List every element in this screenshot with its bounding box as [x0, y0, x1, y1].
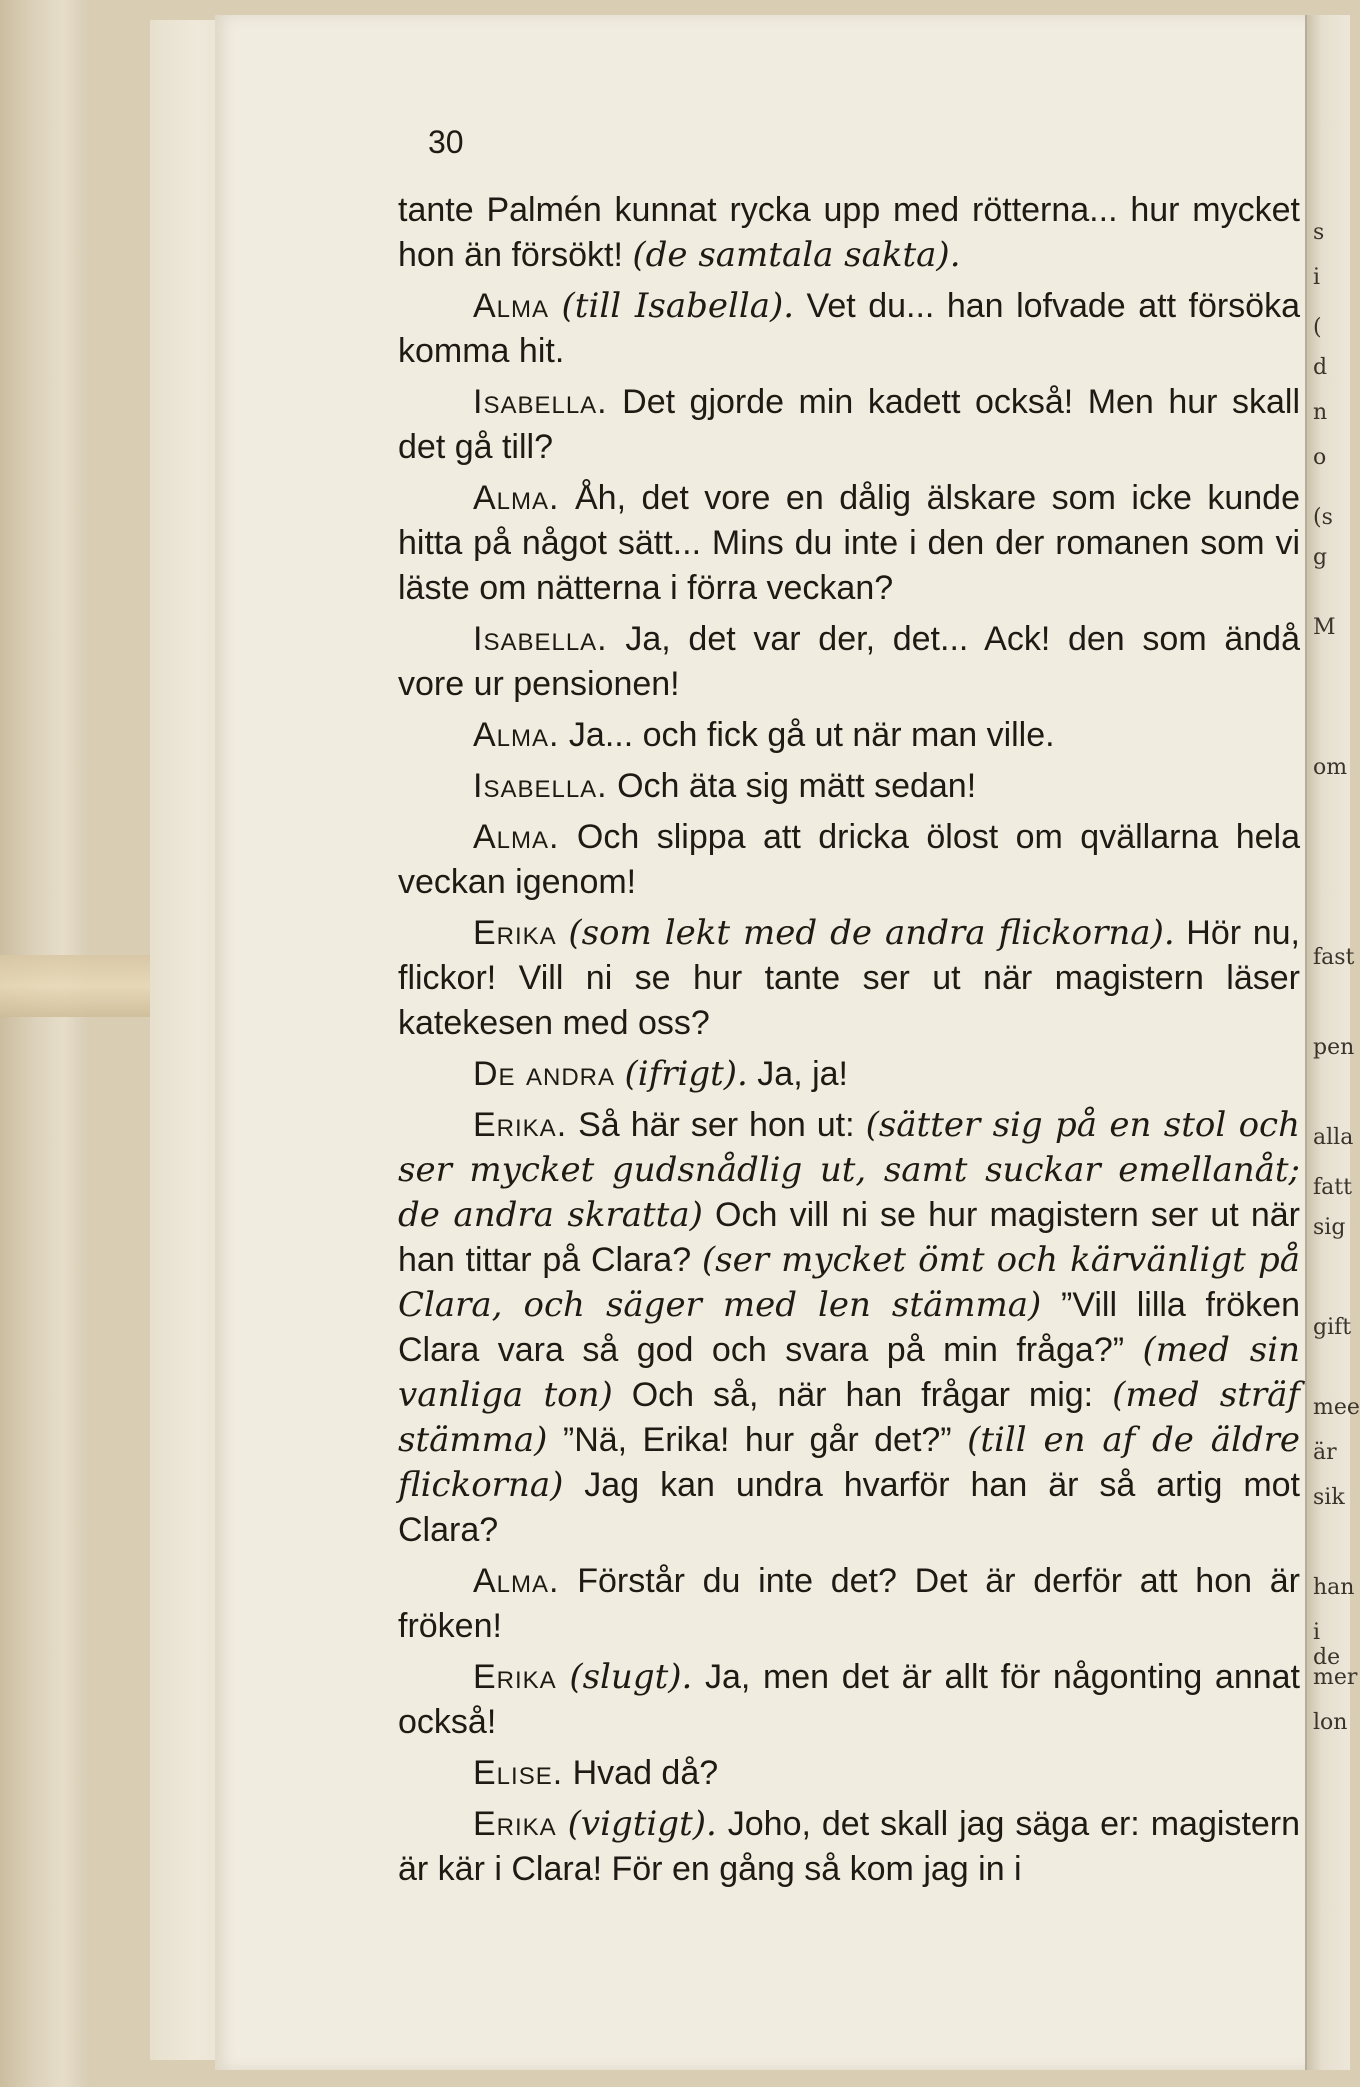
stage-direction: (slugt).: [569, 1657, 693, 1697]
speaker-name: Alma.: [473, 716, 560, 754]
speaker-name: Elise.: [473, 1754, 564, 1792]
dialogue-text: Joho, det skall jag säga er: magistern är kär i Clara! För en gång så kom jag in i: [398, 1805, 1300, 1888]
dialogue-text: Ja, det var der, det... Ack! den som ändå vore ur pensionen!: [398, 620, 1300, 703]
speaker-name: Alma: [473, 287, 550, 325]
dialogue-text: Jag kan undra hvarför han är så artig mot Clara?: [398, 1466, 1300, 1549]
paragraph: [398, 1802, 1300, 1892]
page-text: [398, 188, 1300, 1898]
paragraph: [398, 476, 1300, 611]
speaker-name: Alma.: [473, 1562, 560, 1600]
adjacent-page-fragment: s: [1313, 220, 1325, 245]
stage-direction: (de samtala sakta).: [632, 235, 961, 275]
speaker-name: Erika: [473, 1658, 557, 1696]
adjacent-page-fragment: n: [1313, 400, 1328, 425]
adjacent-page-fragment: lon: [1313, 1710, 1348, 1735]
paragraph: [398, 1751, 1300, 1796]
adjacent-page-fragment: om: [1313, 755, 1348, 780]
dialogue-text: Ja, men det är allt för någonting annat också!: [398, 1658, 1300, 1741]
paragraph: [398, 1103, 1300, 1553]
speaker-name: Isabella.: [473, 767, 608, 805]
dialogue-text: Det gjorde min kadett också! Men hur skall det gå till?: [398, 383, 1300, 466]
adjacent-page-fragment: (: [1313, 315, 1322, 340]
adjacent-page-fragment: sig: [1313, 1215, 1346, 1240]
dialogue-text: ”Nä, Erika! hur går det?”: [547, 1421, 968, 1459]
dialogue-text: [557, 1805, 568, 1843]
paragraph: [398, 1655, 1300, 1745]
stage-direction: (ser mycket ömt och kärvänligt på Clara, och säger med len stämma): [398, 1240, 1300, 1325]
speaker-name: Isabella.: [473, 620, 608, 658]
speaker-name: Erika: [473, 1805, 557, 1843]
paragraph: [398, 380, 1300, 470]
dialogue-text: tante Palmén kunnat rycka upp med rötterna... hur mycket hon än försökt!: [398, 191, 1300, 274]
adjacent-page-fragment: gift: [1313, 1315, 1352, 1340]
adjacent-page-fragment: i: [1313, 265, 1321, 290]
adjacent-page-fragment: mer: [1313, 1665, 1358, 1690]
stage-direction: (ifrigt).: [624, 1054, 748, 1094]
adjacent-page-fragment: o: [1313, 445, 1327, 470]
stage-direction: (med sin vanliga ton): [398, 1330, 1300, 1415]
book-binding: [0, 0, 90, 2087]
adjacent-page-fragment: fatt: [1313, 1175, 1352, 1200]
dialogue-text: Förstår du inte det? Det är derför att hon är fröken!: [398, 1562, 1300, 1645]
stage-direction: (vigtigt).: [567, 1804, 717, 1844]
paragraph: [398, 1559, 1300, 1649]
dialogue-text: Hör nu, flickor! Vill ni se hur tante ser ut när magistern läser katekesen med oss?: [398, 914, 1300, 1042]
dialogue-text: Vet du... han lofvade att försöka komma hit.: [398, 287, 1300, 370]
speaker-name: Isabella.: [473, 383, 608, 421]
adjacent-page-fragment: M: [1313, 615, 1336, 640]
dialogue-text: Så här ser hon ut:: [567, 1106, 866, 1144]
speaker-name: Alma.: [473, 818, 560, 856]
paragraph: [398, 713, 1300, 758]
adjacent-page-fragment: d: [1313, 355, 1328, 380]
adjacent-page-fragment: han: [1313, 1575, 1355, 1600]
adjacent-page-fragment: sik: [1313, 1485, 1345, 1510]
page-number: 30: [428, 124, 464, 160]
dialogue-text: ”Vill lilla fröken Clara vara så god och svara på min fråga?”: [398, 1286, 1300, 1369]
dialogue-text: Åh, det vore en dålig älskare som icke kunde hitta på något sätt... Mins du inte i den der romanen som vi läste om nätterna i förra veckan?: [398, 479, 1300, 607]
adjacent-page-fragment: g: [1313, 545, 1328, 570]
paragraph: [398, 617, 1300, 707]
paragraph: [398, 1052, 1300, 1097]
adjacent-page-fragment: i de: [1313, 1620, 1341, 1670]
adjacent-page-fragment: fast: [1313, 945, 1355, 970]
dialogue-text: [549, 287, 562, 325]
adjacent-page-fragment: alla: [1313, 1125, 1354, 1150]
paragraph: [398, 284, 1300, 374]
dialogue-text: Ja... och fick gå ut när man ville.: [559, 716, 1055, 754]
paragraph: [398, 188, 1300, 278]
stage-direction: (sätter sig på en stol och ser mycket gudsnådlig ut, samt suckar emellanåt; de andra skratta): [398, 1105, 1300, 1235]
stage-direction: (som lekt med de andra flickorna).: [568, 913, 1175, 953]
adjacent-page-fragment: (s: [1313, 505, 1333, 530]
dialogue-text: Och äta sig mätt sedan!: [607, 767, 977, 805]
dialogue-text: Ja, ja!: [747, 1055, 849, 1093]
stage-direction: (till en af de äldre flickorna): [398, 1420, 1300, 1505]
adjacent-page-fragment: mee: [1313, 1395, 1360, 1420]
dialogue-text: Och slippa att dricka ölost om qvällarna hela veckan igenom!: [398, 818, 1300, 901]
dialogue-text: Och så, när han frågar mig:: [612, 1376, 1113, 1414]
dialogue-text: [557, 914, 569, 952]
adjacent-page-fragment: pen: [1313, 1035, 1355, 1060]
dialogue-text: [557, 1658, 570, 1696]
dialogue-text: Hvad då?: [563, 1754, 719, 1792]
dialogue-text: Och vill ni se hur magistern ser ut när han tittar på Clara?: [398, 1196, 1300, 1279]
speaker-name: Erika.: [473, 1106, 568, 1144]
speaker-name: Alma.: [473, 479, 560, 517]
paragraph: [398, 764, 1300, 809]
speaker-name: De andra: [473, 1055, 616, 1093]
stage-direction: (med sträf stämma): [398, 1375, 1301, 1460]
adjacent-page-fragment: är: [1313, 1440, 1337, 1465]
paragraph: [398, 815, 1300, 905]
stage-direction: (till Isabella).: [561, 286, 795, 326]
paragraph: [398, 911, 1300, 1046]
speaker-name: Erika: [473, 914, 557, 952]
adjacent-page-edge: [1305, 15, 1360, 2070]
